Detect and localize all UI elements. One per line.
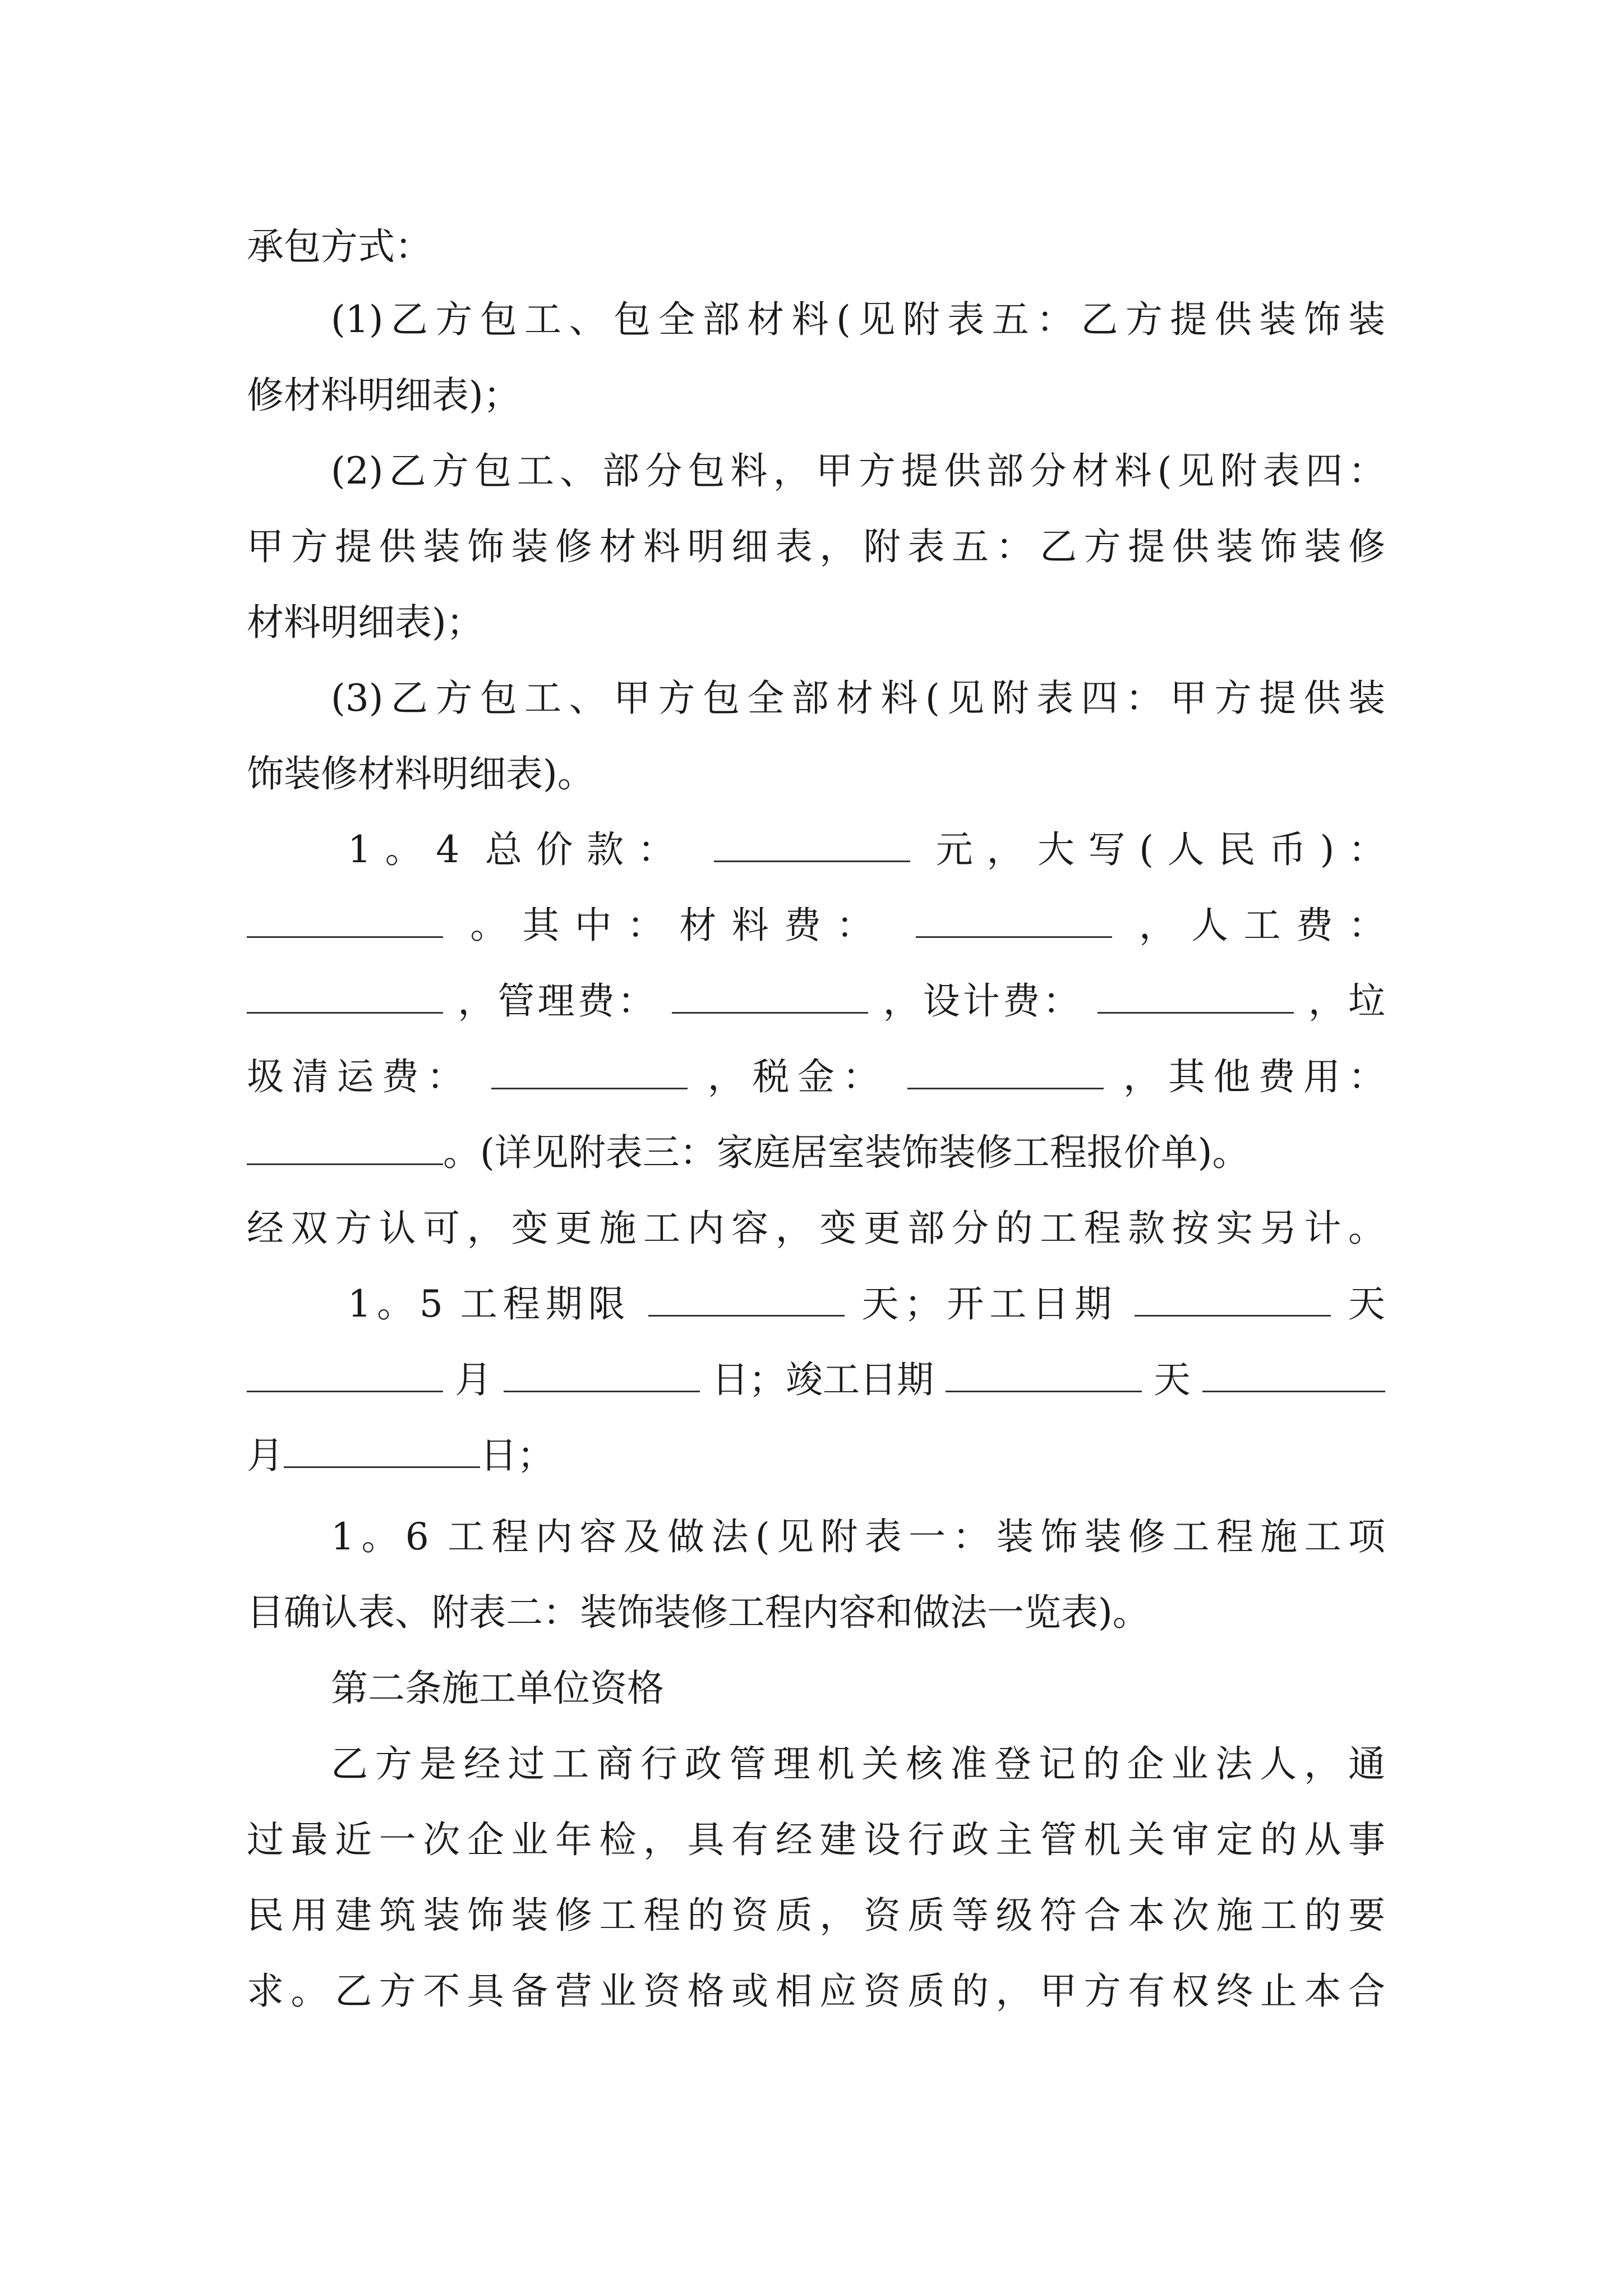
blank-field[interactable] (247, 904, 443, 938)
price-label: 圾清运费： (247, 1055, 472, 1098)
price-label: 。(详见附表三：家庭居室装饰装修工程报价单)。 (443, 1131, 1249, 1174)
period-label: 日；竣工日期 (711, 1358, 934, 1401)
period-label: 天 (1153, 1358, 1191, 1401)
period-line-3 (247, 1428, 1385, 1484)
price-line-3 (247, 973, 1385, 1029)
content-line-1: 1。6 工程内容及做法(见附表一：装饰装修工程施工项 (331, 1515, 1385, 1558)
price-line-1 (348, 822, 1385, 878)
period-line-2 (247, 1352, 1385, 1408)
blank-field[interactable] (907, 1055, 1104, 1089)
text-line: 修材料明细表)； (247, 374, 520, 417)
article2-line-1: 乙方是经过工商行政管理机关核准登记的企业法人，通 (331, 1742, 1385, 1786)
price-label: ，垃 (1308, 979, 1385, 1023)
text-line: 甲方提供装饰装修材料明细表，附表五：乙方提供装饰装修 (247, 525, 1385, 568)
text-line: (2)乙方包工、部分包料，甲方提供部分材料(见附表四： (331, 449, 1385, 493)
period-line-1 (348, 1276, 1385, 1332)
blank-field[interactable] (491, 1055, 688, 1089)
price-line-5 (247, 1125, 1385, 1181)
text-line: 饰装修材料明细表)。 (247, 752, 594, 795)
period-label: 天；开工日期 (861, 1282, 1118, 1326)
blank-field[interactable] (1202, 1358, 1385, 1392)
price-line-2 (247, 898, 1385, 954)
blank-field[interactable] (504, 1358, 700, 1392)
period-label: 天 (1348, 1282, 1385, 1326)
blank-field[interactable] (946, 1358, 1142, 1392)
price-label: ，税金： (707, 1055, 888, 1098)
article2-line-3: 民用建筑装饰装修工程的资质，资质等级符合本次施工的要 (247, 1894, 1385, 1937)
blank-field[interactable] (714, 828, 910, 862)
period-label: 日； (480, 1434, 554, 1477)
article2-line-2: 过最近一次企业年检，具有经建设行政主管机关审定的从事 (247, 1818, 1385, 1861)
price-label: 元，大写(人民币)： (935, 828, 1385, 871)
article2-line-4: 求。乙方不具备营业资格或相应资质的，甲方有权终止本合 (247, 1970, 1385, 2013)
text-line: 材料明细表)； (247, 601, 483, 644)
period-label: 1。5 工程期限 (348, 1282, 631, 1326)
blank-field[interactable] (672, 979, 868, 1014)
price-line-6: 经双方认可，变更施工内容，变更部分的工程款按实另计。 (247, 1207, 1385, 1250)
price-label: ，管理费： (458, 979, 658, 1023)
blank-field[interactable] (284, 1434, 480, 1468)
blank-field[interactable] (1098, 979, 1294, 1014)
blank-field[interactable] (247, 1131, 443, 1165)
blank-field[interactable] (648, 1282, 845, 1317)
price-label: 1。4 总价款： (348, 828, 689, 871)
price-label: ，人工费： (1138, 904, 1385, 947)
blank-field[interactable] (1135, 1282, 1331, 1317)
period-label: 月 (247, 1434, 284, 1477)
content-line-2: 目确认表、附表二：装饰装修工程内容和做法一览表)。 (247, 1591, 1150, 1634)
period-label: 月 (454, 1358, 492, 1401)
text-line: 承包方式： (247, 225, 432, 268)
price-label: ，设计费： (883, 979, 1083, 1023)
blank-field[interactable] (247, 1358, 443, 1392)
text-line: (3)乙方包工、甲方包全部材料(见附表四：甲方提供装 (331, 677, 1385, 720)
blank-field[interactable] (247, 979, 443, 1014)
blank-field[interactable] (916, 904, 1112, 938)
price-line-4 (247, 1049, 1385, 1105)
text-line: (1)乙方包工、包全部材料(见附表五：乙方提供装饰装 (331, 298, 1385, 341)
section-heading: 第二条施工单位资格 (331, 1667, 664, 1710)
price-label: 。其中：材料费： (470, 904, 889, 947)
price-label: ，其他费用： (1123, 1055, 1385, 1098)
